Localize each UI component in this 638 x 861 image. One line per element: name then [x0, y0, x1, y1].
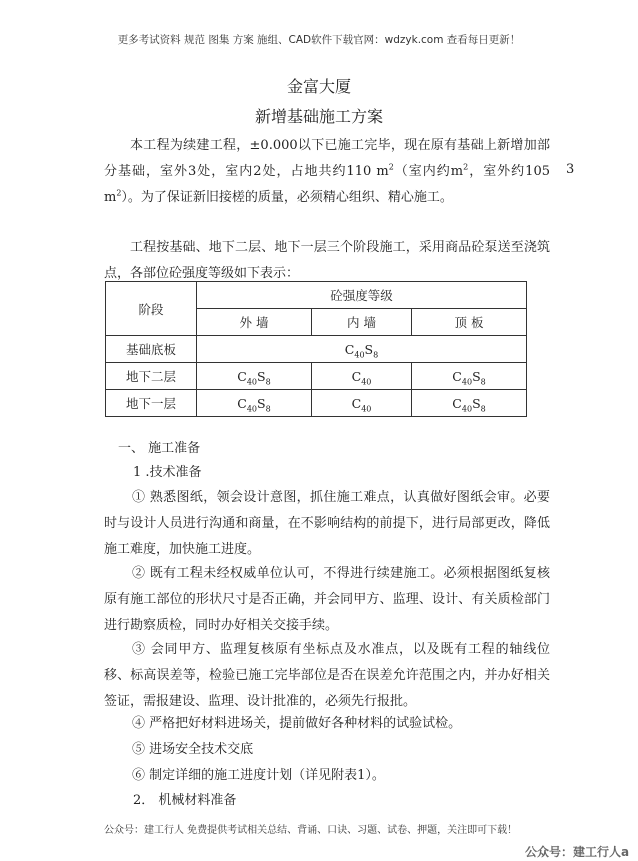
- list-item: ④ 严格把好材料进场关，提前做好各种材料的试验试检。: [132, 716, 462, 731]
- footer-note: 公众号：建工行人 免费提供考试相关总结、背诵、口诀、习题、试卷、押题，关注即可下载！: [104, 825, 518, 836]
- margin-number: 3: [566, 162, 575, 177]
- grade-cell: $C_{40}S_8$: [412, 363, 527, 390]
- subheader-roof-slab: 顶 板: [412, 309, 527, 336]
- table-row: [106, 336, 527, 363]
- list-item: ① 熟悉图纸，领会设计意图，抓住施工难点，认真做好图纸会审。必要时与设计人员进行沟通和商量，在不影响结构的前提下，进行局部更改，降低施工难度，加快施工进度。: [104, 490, 550, 557]
- header-stage: 阶段: [106, 282, 197, 336]
- intro-paragraph-1: 本工程为续建工程，±0.000以下已施工完毕，现在原有基础上新增加部分基础，室外3处，室内2处，占地共约110 $m^2$（室内约$m^2$，室外约105 $m^2$）。为了保证新旧接槎的质量，必须精心组织、精心施工。: [104, 138, 550, 205]
- header-note: 更多考试资料 规范 图集 方案 施组、CAD软件下载官网：wdzyk.com 查看每日更新！: [117, 34, 521, 46]
- table-header-row: [106, 282, 527, 309]
- subheader-outer-wall: 外 墙: [197, 309, 312, 336]
- intro-paragraph-2: 工程按基础、地下二层、地下一层三个阶段施工，采用商品砼泵送至浇筑点，各部位砼强度等级如下表示：: [104, 240, 550, 281]
- watermark: 公众号：建工行人a: [525, 845, 630, 859]
- concrete-grade-table: [105, 281, 527, 417]
- grade-cell-merged: $C_{40}S_8$: [197, 336, 527, 363]
- stage-cell: 基础底板: [106, 336, 197, 363]
- table-row: [106, 363, 527, 390]
- subsection-machinery-prep: 2． 机械材料准备: [133, 793, 237, 808]
- grade-cell: $C_{40}S_8$: [412, 390, 527, 417]
- list-item: ③ 会同甲方、监理复核原有坐标点及水准点，以及既有工程的轴线位移、标高误差等，检验已施工完毕部位是否在误差允许范围之内，并办好相关签证，需报建设、监理、设计批准的，必须先行报批。: [104, 642, 550, 709]
- subsection-technical-prep: 1 .技术准备: [133, 465, 202, 480]
- document-subtitle: 新增基础施工方案: [254, 107, 383, 126]
- grade-cell: $C_{40}$: [311, 390, 411, 417]
- stage-cell: 地下二层: [106, 363, 197, 390]
- header-grade: 砼强度等级: [197, 282, 527, 309]
- list-item: ⑥ 制定详细的施工进度计划（详见附表1）。: [132, 768, 385, 783]
- subheader-inner-wall: 内 墙: [311, 309, 411, 336]
- table-row: [106, 390, 527, 417]
- document-title: 金富大厦: [286, 77, 351, 96]
- list-item: ② 既有工程未经权威单位认可，不得进行续建施工。必须根据图纸复核原有施工部位的形状尺寸是否正确，并会同甲方、监理、设计、有关质检部门进行勘察质检，同时办好相关交接手续。: [104, 566, 550, 633]
- grade-cell: $C_{40}S_8$: [197, 363, 312, 390]
- grade-cell: $C_{40}S_8$: [197, 390, 312, 417]
- stage-cell: 地下一层: [106, 390, 197, 417]
- grade-cell: $C_{40}$: [311, 363, 411, 390]
- list-item: ⑤ 进场安全技术交底: [132, 742, 254, 757]
- section-heading-preparation: 一、 施工准备: [118, 441, 201, 456]
